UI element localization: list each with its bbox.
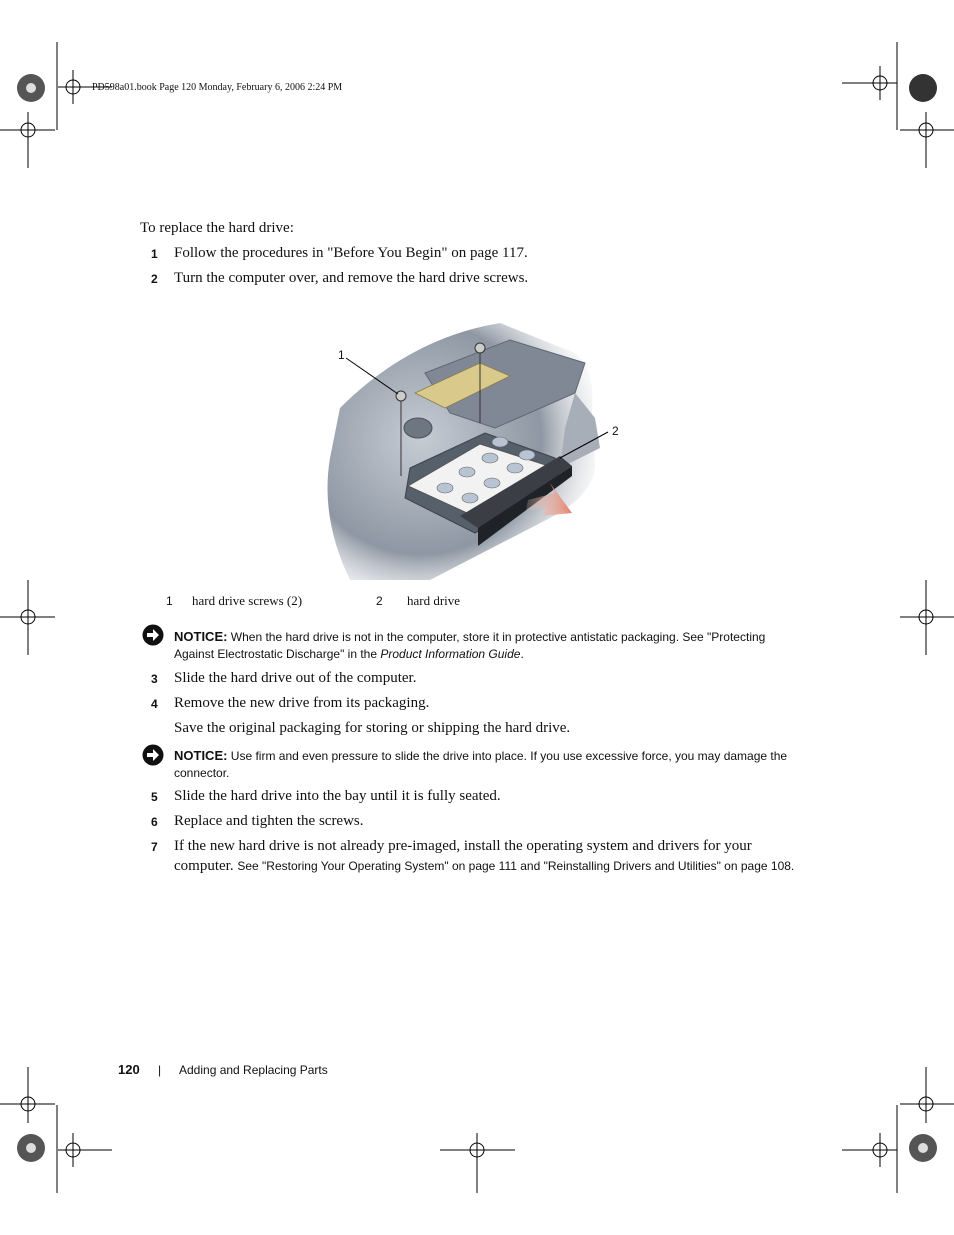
step-text: Remove the new drive from its packaging. bbox=[174, 695, 430, 711]
step-number: 6 bbox=[151, 815, 158, 829]
step-number: 4 bbox=[151, 697, 158, 711]
step-text: Replace and tighten the screws. bbox=[174, 813, 364, 829]
header-file-info: PD598a01.book Page 120 Monday, February 6, 2006 2:24 PM bbox=[92, 82, 343, 93]
notice-text: Use firm and even pressure to slide the drive into place. If you use excessive force, you may damage the bbox=[227, 749, 788, 763]
step-text: Turn the computer over, and remove the hard drive screws. bbox=[174, 270, 529, 286]
save-packaging-note: Save the original packaging for storing or shipping the hard drive. bbox=[174, 720, 571, 736]
callout-1: 1 bbox=[338, 348, 345, 362]
caption-text: hard drive screws (2) bbox=[192, 593, 303, 608]
footer-section-title: Adding and Replacing Parts bbox=[179, 1063, 328, 1077]
notice-label: NOTICE: bbox=[174, 748, 228, 763]
step-text: Slide the hard drive out of the computer. bbox=[174, 670, 417, 686]
caption-text: hard drive bbox=[407, 593, 461, 608]
step-number: 5 bbox=[151, 790, 158, 804]
notice-arrow-icon bbox=[142, 744, 164, 766]
step-number: 7 bbox=[151, 840, 158, 854]
notice-block bbox=[174, 628, 834, 663]
caption-number: 2 bbox=[376, 594, 383, 608]
step-number: 2 bbox=[151, 272, 158, 286]
notice-text: connector. bbox=[174, 766, 230, 780]
step-number: 1 bbox=[151, 247, 158, 261]
notice-text: Against Electrostatic Discharge" in the bbox=[174, 647, 381, 661]
notice-text: When the hard drive is not in the computer, store it in protective antistatic packaging. See "Protecting bbox=[227, 630, 766, 644]
page-number: 120 bbox=[118, 1062, 140, 1077]
step-text: If the new hard drive is not already pre-imaged, install the operating system and drivers for your bbox=[174, 838, 752, 854]
notice-italic-title: Product Information Guide bbox=[380, 647, 521, 661]
notice-arrow-icon bbox=[142, 624, 164, 646]
footer-separator: | bbox=[158, 1063, 162, 1077]
notice-block bbox=[174, 747, 834, 782]
hard-drive-illustration bbox=[310, 318, 630, 580]
notice-label: NOTICE: bbox=[174, 629, 228, 644]
step-number: 3 bbox=[151, 672, 158, 686]
notice-text: . bbox=[520, 647, 524, 661]
step-cross-reference: See "Restoring Your Operating System" on page 111 and "Reinstalling Drivers and Utilities" on page 108. bbox=[237, 859, 795, 873]
callout-2: 2 bbox=[612, 424, 619, 438]
intro-text: To replace the hard drive: bbox=[140, 220, 294, 236]
caption-number: 1 bbox=[166, 594, 173, 608]
step-text: Slide the hard drive into the bay until it is fully seated. bbox=[174, 788, 501, 804]
step-text: Follow the procedures in "Before You Begin" on page 117. bbox=[174, 245, 528, 261]
step-text: computer. bbox=[174, 858, 238, 874]
